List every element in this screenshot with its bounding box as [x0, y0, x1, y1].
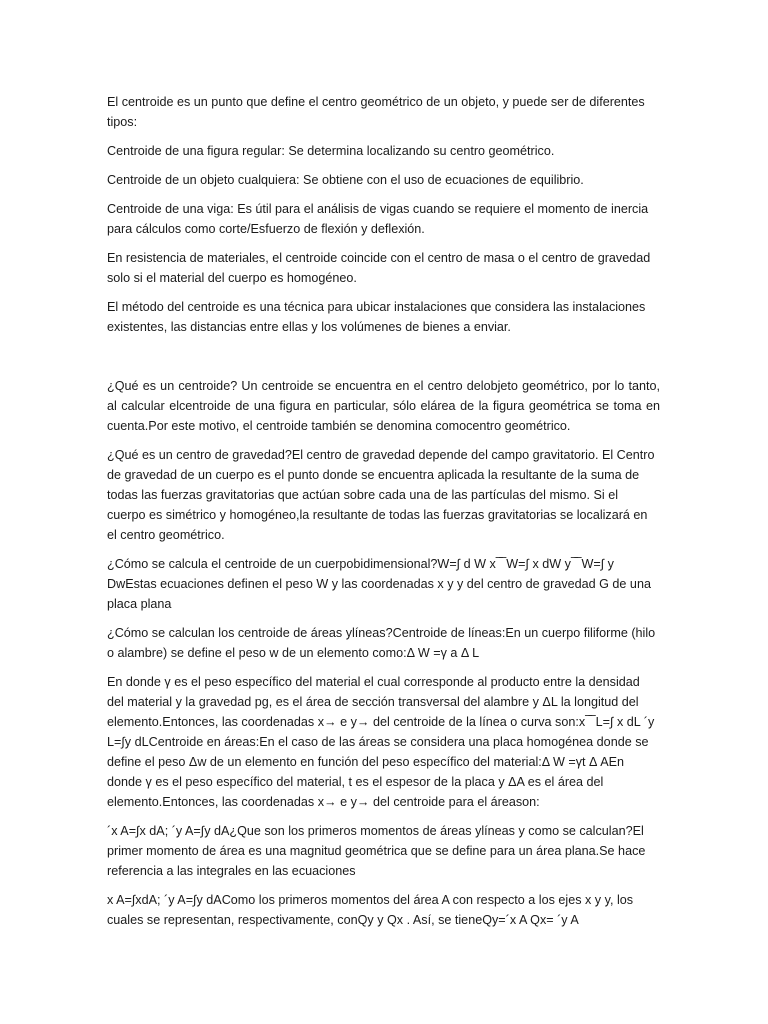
paragraph-beam: Centroide de una viga: Es útil para el análisis de vigas cuando se requiere el momento de inercia para cálculos como corte/Esfuerzo de flexión y deflexión. [107, 202, 649, 236]
paragraph-materials: En resistencia de materiales, el centroide coincide con el centro de masa o el centro de gravedad solo si el material del cuerpo es homogéneo. [107, 251, 651, 285]
paragraph-first-moments: ´x A=∫x dA; ´y A=∫y dA¿Que son los primeros momentos de áreas ylíneas y como se calculan?El primer momento de área es una magnitud geométrica que se define para un área plana.Se hace referencia a las integrales en las ecuaciones [107, 824, 646, 878]
paragraph-center-of-gravity: ¿Qué es un centro de gravedad?El centro de gravedad depende del campo gravitatorio. El Centro de gravedad de un cuerpo es el punto donde se encuentra aplicada la resultante de la suma de todas las fuerzas gravitatorias que actúan sobre cada una de las partículas del mismo. Si el cuerpo es simétrico y homogéneo,la resultante de todas las fuerzas gravitatorias se localizará en el centro geométrico. [107, 448, 655, 542]
paragraph-method: El método del centroide es una técnica para ubicar instalaciones que considera las instalaciones existentes, las distancias entre ellas y los volúmenes de bienes a enviar. [107, 300, 646, 334]
paragraph-specific-weight: En donde γ es el peso específico del material el cual corresponde al producto entre la densidad del material y la gravedad pg, es el área de sección transversal del alambre y ΔL la longitud del elemento.Entonces, las coordenadas x→ e y→ del centroide de la línea o curva son:x ̅ ̅ L=∫ x dL ´y L=∫y dLCentroide en áreas:En el caso de las áreas se considera una placa homogénea donde se define el peso Δw de un elemento en función del peso específico del material:Δ W =γt Δ AEn donde γ es el peso específico del material, t es el espesor de la placa y ΔA es el área del elemento.Entonces, las coordenadas x→ e y→ del centroide para el áreason: [107, 675, 655, 809]
blank-space [107, 346, 660, 376]
paragraph-any-object: Centroide de un objeto cualquiera: Se obtiene con el uso de ecuaciones de equilibrio. [107, 173, 584, 187]
paragraph-two-dimensional: ¿Cómo se calcula el centroide de un cuerpobidimensional?W=∫ d W x ̅ ̅ W=∫ x dW y ̅ ̅ W=∫ y DwEstas ecuaciones definen el peso W y las coordenadas x y y del centro de gravedad G de una placa plana [107, 557, 651, 611]
paragraph-regular-figure: Centroide de una figura regular: Se determina localizando su centro geométrico. [107, 144, 555, 158]
paragraph-qx-qy: x A=∫xdA; ´y A=∫y dAComo los primeros momentos del área A con respecto a los ejes x y y, los cuales se representan, respectivamente, conQy y Qx . Así, se tieneQy=´x A Qx= ´y A [107, 893, 634, 927]
paragraph-intro: El centroide es un punto que define el centro geométrico de un objeto, y puede ser de diferentes tipos: [107, 95, 645, 129]
document-page [107, 92, 660, 939]
paragraph-what-is-centroid: ¿Qué es un centroide? Un centroide se encuentra en el centro delobjeto geométrico, por lo tanto, al calcular elcentroide de una figura en particular, sólo eláreа de la figura geométrica se toma en cuenta.Por este motivo, el centroide también se denomina comocentro geométrico. [107, 379, 660, 433]
paragraph-areas-lines: ¿Cómo se calculan los centroide de áreas ylíneas?Centroide de líneas:En un cuerpo filiforme (hilo o alambre) se define el peso w de un elemento como:Δ W =γ a Δ L [107, 626, 656, 660]
